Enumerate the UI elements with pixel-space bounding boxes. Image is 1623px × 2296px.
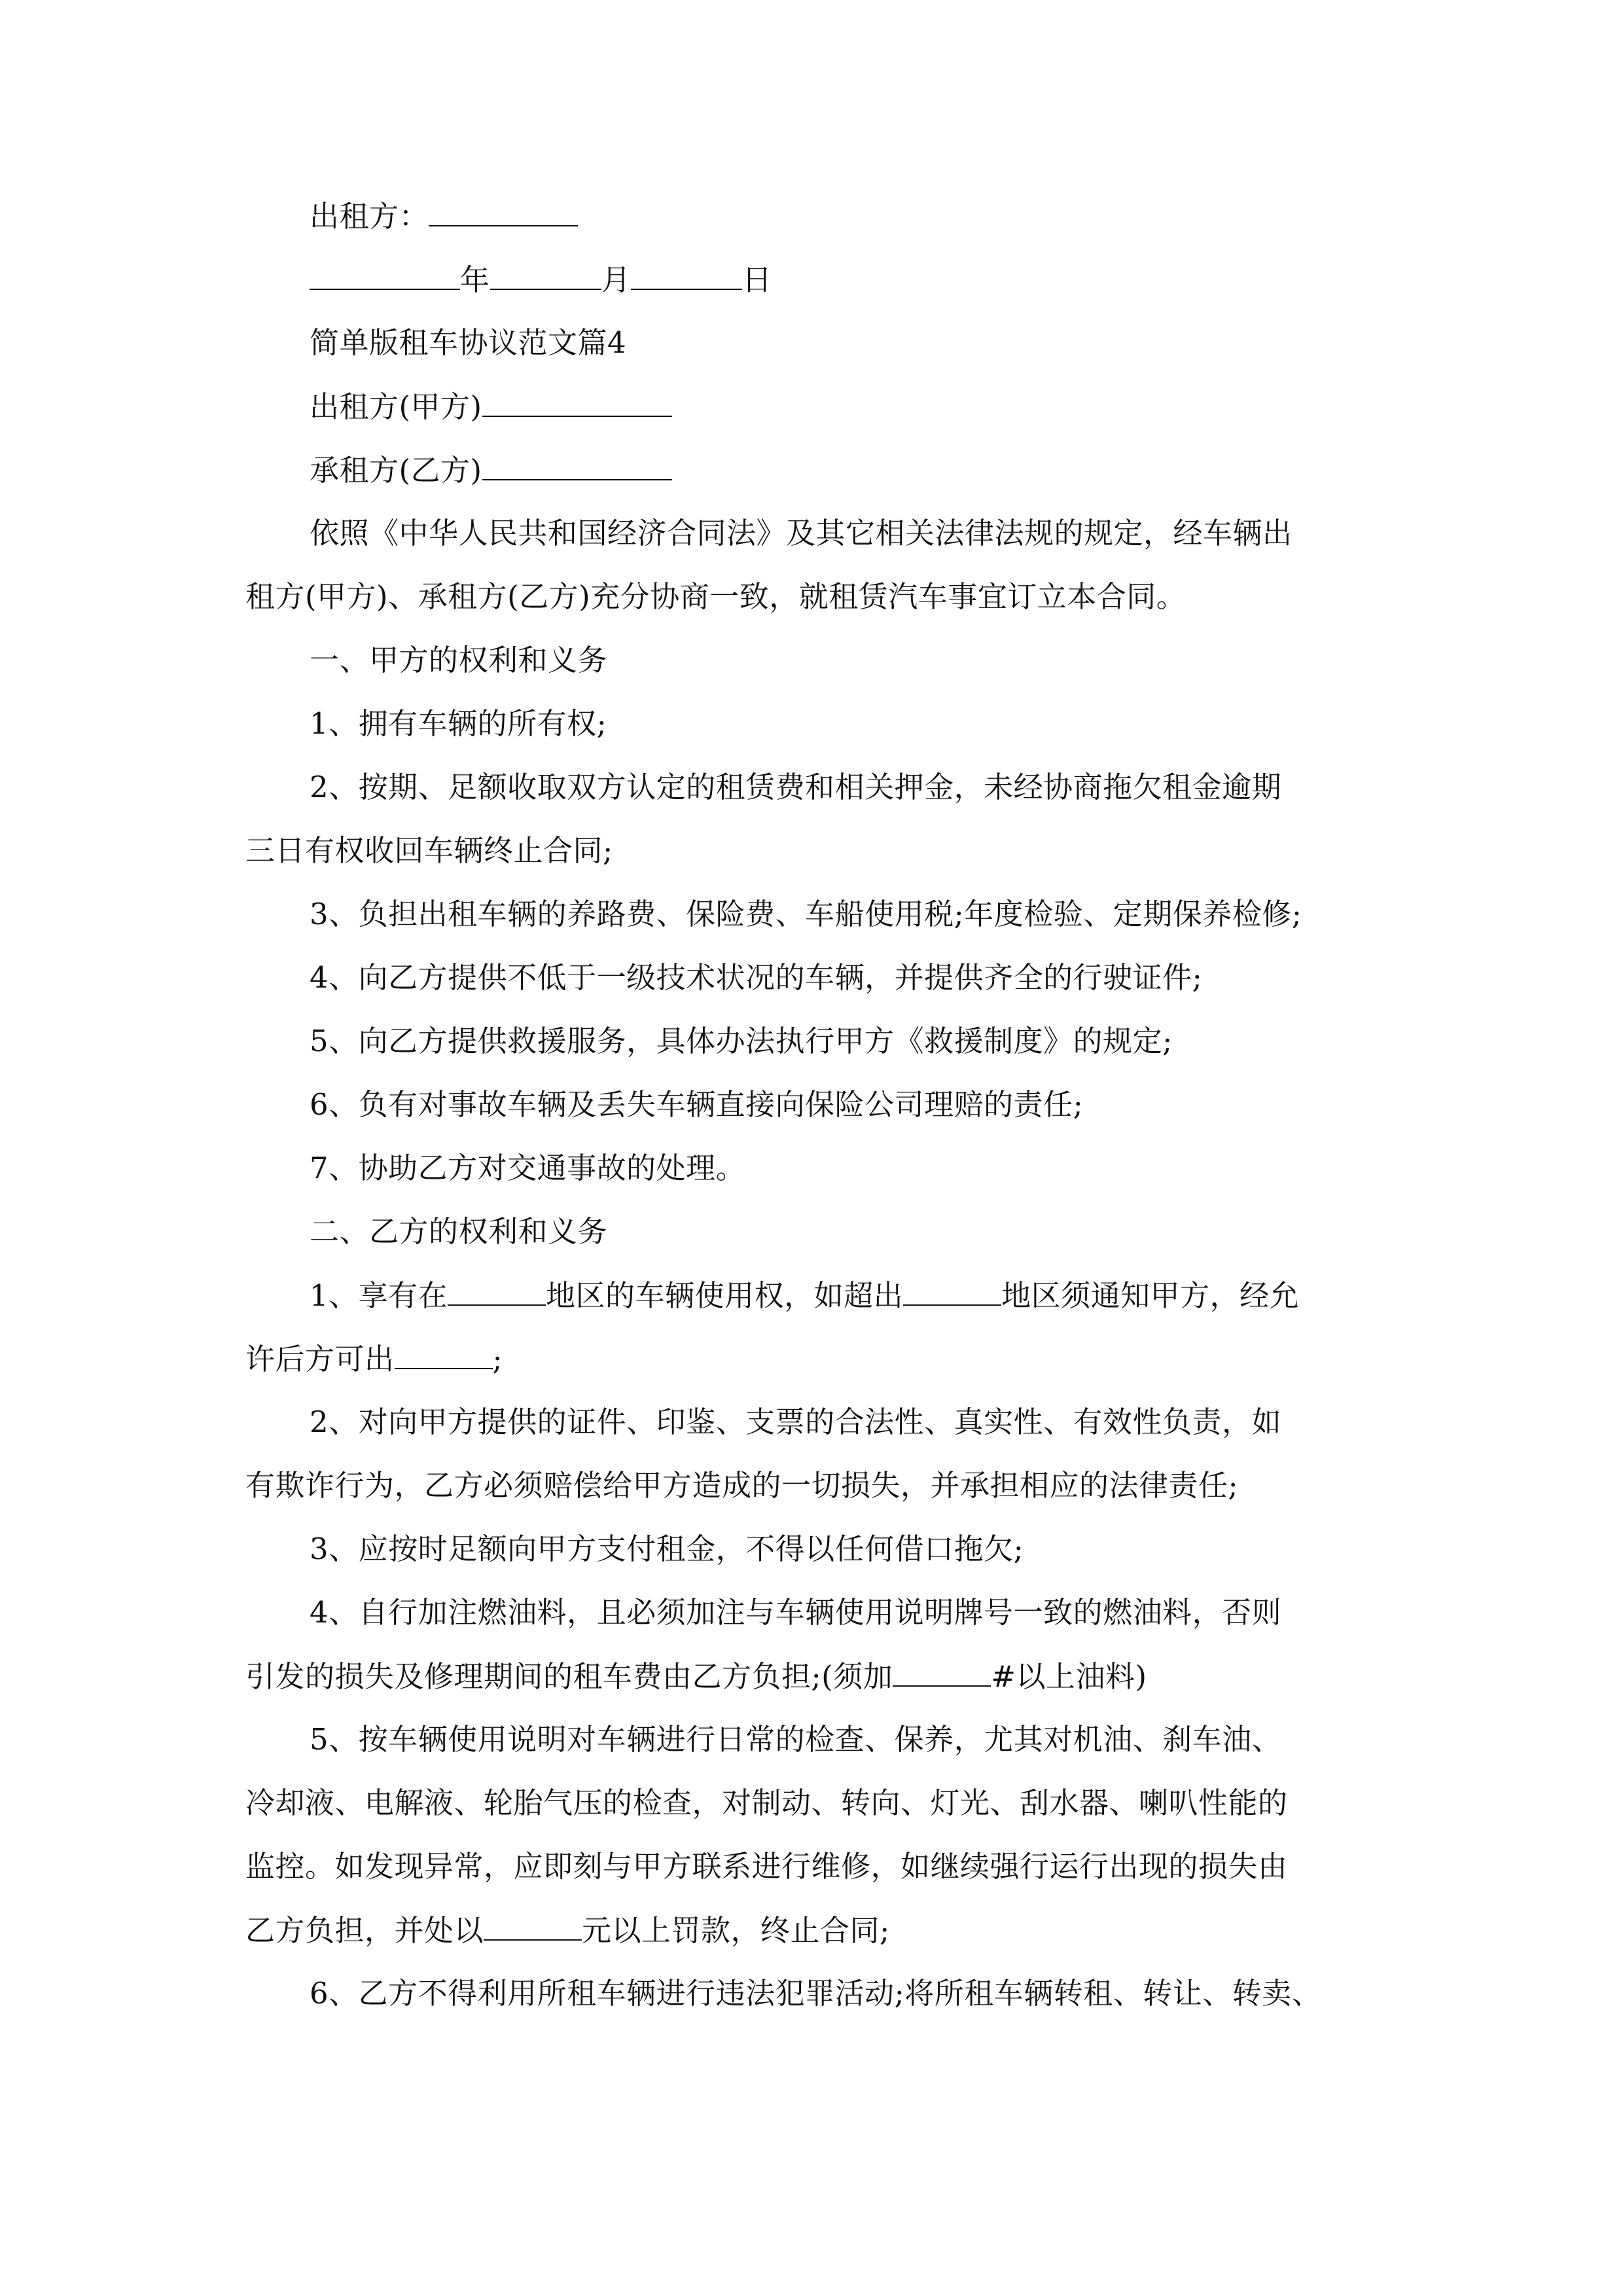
text-segment: 1、享有在: [310, 1278, 448, 1313]
clause-b3: 3、应按时足额向甲方支付租金，不得以任何借口拖欠;: [310, 1532, 1024, 1566]
clause-b2-line-2: 有欺诈行为，乙方必须赔偿给甲方造成的一切损失，并承担相应的法律责任;: [245, 1468, 1239, 1503]
year-label: 年: [460, 262, 490, 297]
preamble-line-1: 依照《中华人民共和国经济合同法》及其它相关法律法规的规定，经车辆出: [310, 516, 1293, 550]
clause-a6: 6、负有对事故车辆及丢失车辆直接向保险公司理赔的责任;: [310, 1087, 1084, 1122]
blank-field: [429, 196, 578, 226]
clause-a7: 7、协助乙方对交通事故的处理。: [310, 1151, 746, 1185]
clause-b1-line-2: [245, 1339, 503, 1379]
clause-a3: 3、负担出租车辆的养路费、保险费、车船使用税;年度检验、定期保养检修;: [310, 897, 1302, 931]
text-segment: 地区的车辆使用权，如超出: [546, 1278, 904, 1313]
heading-party-b: 二、乙方的权利和义务: [310, 1214, 608, 1249]
blank-field: [395, 1339, 493, 1369]
text-segment: ;: [492, 1342, 503, 1376]
clause-a4: 4、向乙方提供不低于一级技术状况的车辆，并提供齐全的行驶证件;: [310, 960, 1203, 995]
section-title: 简单版租车协议范文篇4: [310, 325, 627, 360]
party-a-label: 出租方(甲方): [310, 389, 482, 424]
clause-b5-line-2: 冷却液、电解液、轮胎气压的检查，对制动、转向、灯光、刮水器、喇叭性能的: [245, 1785, 1288, 1820]
lessor-label: 出租方：: [310, 199, 429, 234]
text-segment: #以上油料): [991, 1659, 1147, 1694]
clause-a2-line-1: 2、按期、足额收取双方认定的租赁费和相关押金，未经协商拖欠租金逾期: [310, 770, 1282, 804]
party-b-line: [310, 450, 672, 490]
clause-b4-line-1: 4、自行加注燃油料，且必须加注与车辆使用说明牌号一致的燃油料，否则: [310, 1595, 1282, 1630]
clause-b6-line-1: 6、乙方不得利用所租车辆进行违法犯罪活动;将所租车辆转租、转让、转卖、: [310, 1976, 1322, 2011]
clause-b4-line-2: [245, 1657, 1147, 1696]
clause-b5-line-4: [245, 1910, 890, 1950]
blank-field: [448, 1276, 546, 1306]
blank-field: [482, 387, 672, 417]
party-b-label: 承租方(乙方): [310, 453, 482, 488]
clause-b2-line-1: 2、对向甲方提供的证件、印鉴、支票的合法性、真实性、有效性负责，如: [310, 1405, 1282, 1439]
blank-field: [482, 450, 672, 480]
blank-field: [310, 260, 460, 290]
text-segment: 引发的损失及修理期间的租车费由乙方负担;(须加: [245, 1659, 893, 1694]
blank-field: [484, 1910, 582, 1941]
blank-field: [893, 1657, 991, 1687]
lessor-signature-line: [310, 196, 578, 236]
day-label: 日: [742, 262, 772, 297]
text-segment: 元以上罚款，终止合同;: [582, 1913, 890, 1948]
blank-field: [490, 260, 601, 290]
month-label: 月: [601, 262, 632, 297]
clause-a2-line-2: 三日有权收回车辆终止合同;: [245, 833, 613, 868]
clause-a1: 1、拥有车辆的所有权;: [310, 706, 607, 741]
preamble-line-2: 租方(甲方)、承租方(乙方)充分协商一致，就租赁汽车事宜订立本合同。: [245, 579, 1186, 614]
party-a-line: [310, 387, 672, 427]
clause-b5-line-3: 监控。如发现异常，应即刻与甲方联系进行维修，如继续强行运行出现的损失由: [245, 1849, 1288, 1884]
text-segment: 地区须通知甲方，经允: [1001, 1278, 1300, 1313]
text-segment: 乙方负担，并处以: [245, 1913, 484, 1948]
heading-party-a: 一、甲方的权利和义务: [310, 643, 608, 677]
date-line: [310, 260, 772, 300]
text-segment: 许后方可出: [245, 1342, 395, 1376]
blank-field: [903, 1276, 1001, 1306]
clause-b1-line-1: [310, 1276, 1299, 1316]
clause-a5: 5、向乙方提供救援服务，具体办法执行甲方《救援制度》的规定;: [310, 1024, 1173, 1058]
clause-b5-line-1: 5、按车辆使用说明对车辆进行日常的检查、保养，尤其对机油、刹车油、: [310, 1722, 1282, 1757]
blank-field: [631, 260, 742, 290]
